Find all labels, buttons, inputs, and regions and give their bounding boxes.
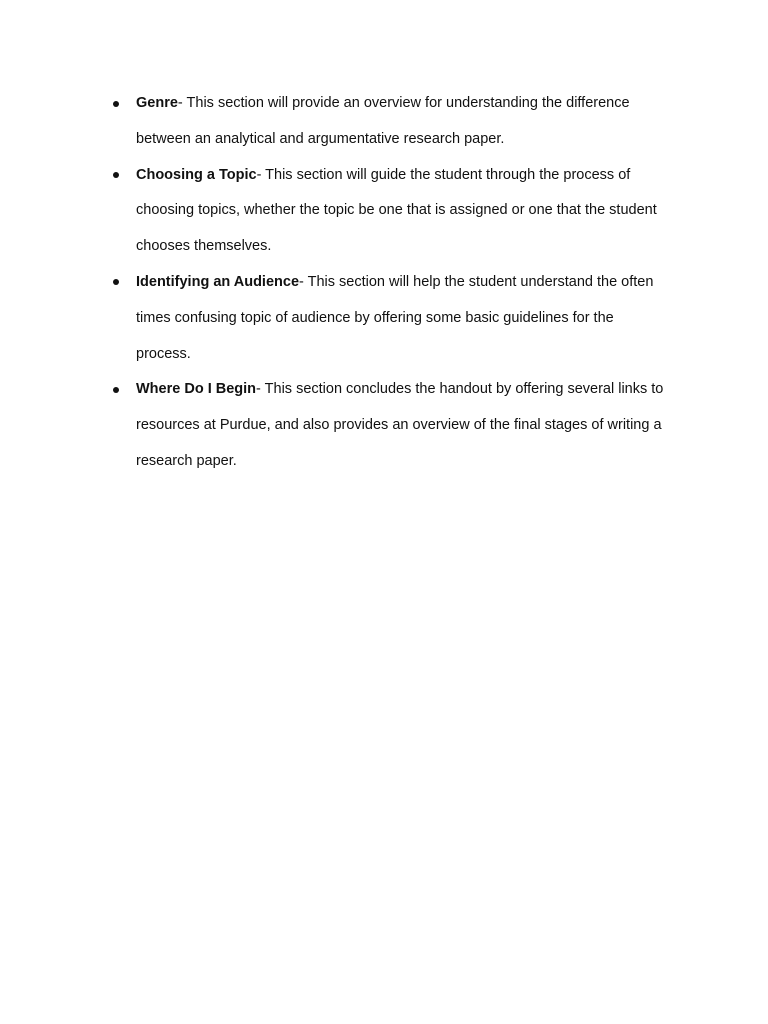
bullet-icon	[113, 387, 119, 393]
list-item	[112, 86, 668, 158]
section-bullet-list	[112, 86, 668, 480]
list-item-term: Where Do I Begin	[136, 381, 257, 398]
bullet-icon	[113, 101, 119, 107]
list-item-description: - This section concludes the handout by offering several links to resources at Purdue, and also provides an overview of the final stages of writing a research paper.	[136, 381, 664, 469]
list-item	[112, 158, 668, 265]
list-item	[112, 265, 668, 372]
list-item	[112, 372, 668, 479]
list-item-description: - This section will provide an overview for understanding the difference between an analytical and argumentative research paper.	[136, 95, 630, 147]
list-item-description: - This section will help the student understand the often times confusing topic of audience by offering some basic guidelines for the process.	[136, 273, 654, 362]
list-item-term: Identifying an Audience	[136, 273, 300, 290]
bullet-icon	[113, 279, 119, 285]
list-item-term: Genre	[136, 95, 178, 111]
list-item-description: - This section will guide the student through the process of choosing topics, whether the topic be one that is assigned or one that the student chooses themselves.	[136, 166, 657, 255]
bullet-icon	[113, 172, 119, 178]
list-item-term: Choosing a Topic	[136, 166, 257, 183]
